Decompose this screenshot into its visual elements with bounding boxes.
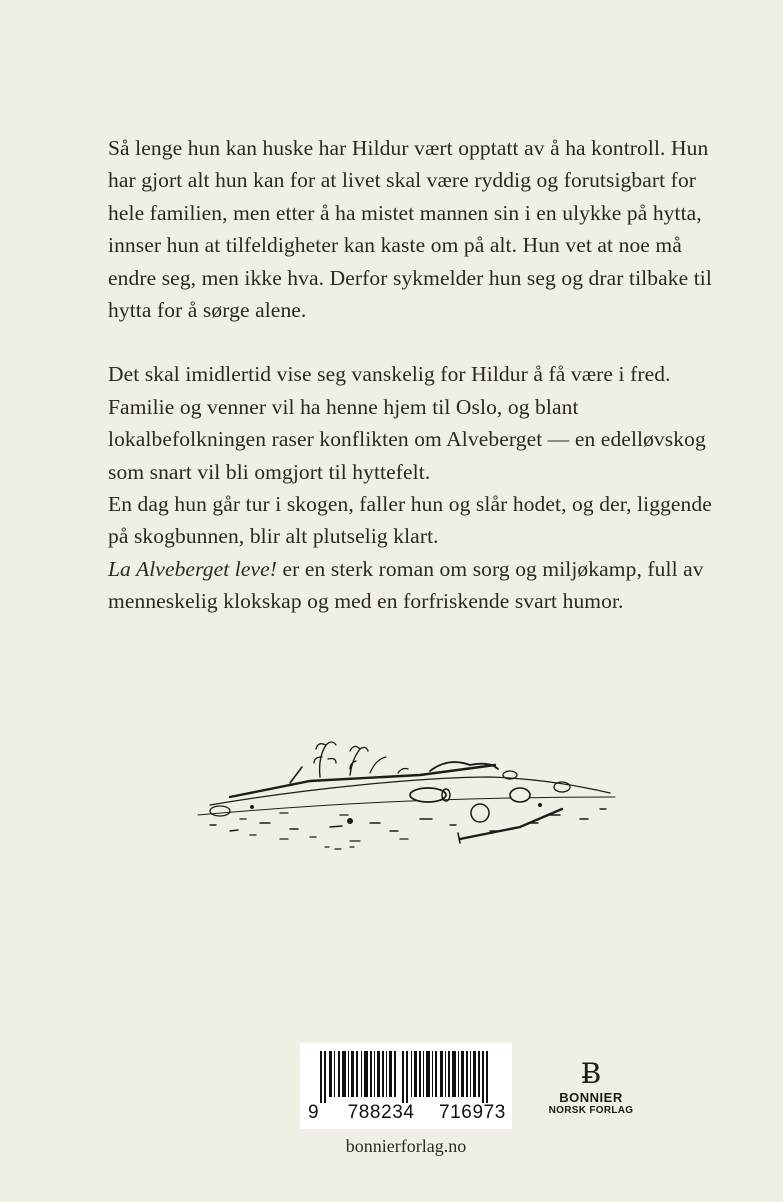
isbn-lead-digit: 9	[308, 1102, 320, 1123]
blurb-paragraph-3: En dag hun går tur i skogen, faller hun og slår hodet, og der, liggende på skogbunnen, blir alt plutselig klart.	[108, 492, 712, 549]
bonnier-mark-icon: Ƀ	[580, 1057, 602, 1090]
publisher-name: BONNIER	[559, 1090, 623, 1105]
blurb-paragraph-1: Så lenge hun kan huske har Hildur vært opptatt av å ha kontroll. Hun har gjort alt hun kan for at livet skal være ryddig og forutsigbart for hele familien, men etter å ha mistet mannen sin i en ulykke på hytta, innser hun at tilfeldigheter kan kaste om på alt. Hun vet at noe må endre seg, men ikke hva. Derfor sykmelder hun seg og drar tilbake til hytta for å sørge alene.	[108, 136, 712, 323]
blurb-paragraph-4	[108, 553, 728, 618]
book-title-italic: La Alveberget leve!	[108, 556, 278, 581]
publisher-subname: NORSK FORLAG	[548, 1105, 634, 1116]
publisher-logo	[546, 1057, 636, 1124]
publisher-website: bonnierforlag.no	[345, 1136, 467, 1156]
isbn-group-2: 716973	[438, 1102, 506, 1123]
isbn-barcode	[300, 1043, 512, 1129]
blurb-paragraph-2: Det skal imidlertid vise seg vanskelig for Hildur å få være i fred. Familie og venner vil ha henne hjem til Oslo, og blant lokalbefolkningen raser konflikten om Alveberget — en edelløvskog som snart vil bli omgjort til hyttefelt.	[108, 362, 706, 484]
blurb-paragraph-4-rest: er en sterk roman om sorg og miljøkamp, full av menneskelig klokskap og med en forfriskende svart humor.	[108, 556, 704, 614]
barcode-bars-icon	[310, 1051, 502, 1103]
cover-blurb	[108, 132, 728, 618]
isbn-group-1: 788234	[347, 1102, 415, 1123]
isbn-digits	[308, 1102, 506, 1124]
forest-floor-sketch-icon	[190, 735, 620, 855]
